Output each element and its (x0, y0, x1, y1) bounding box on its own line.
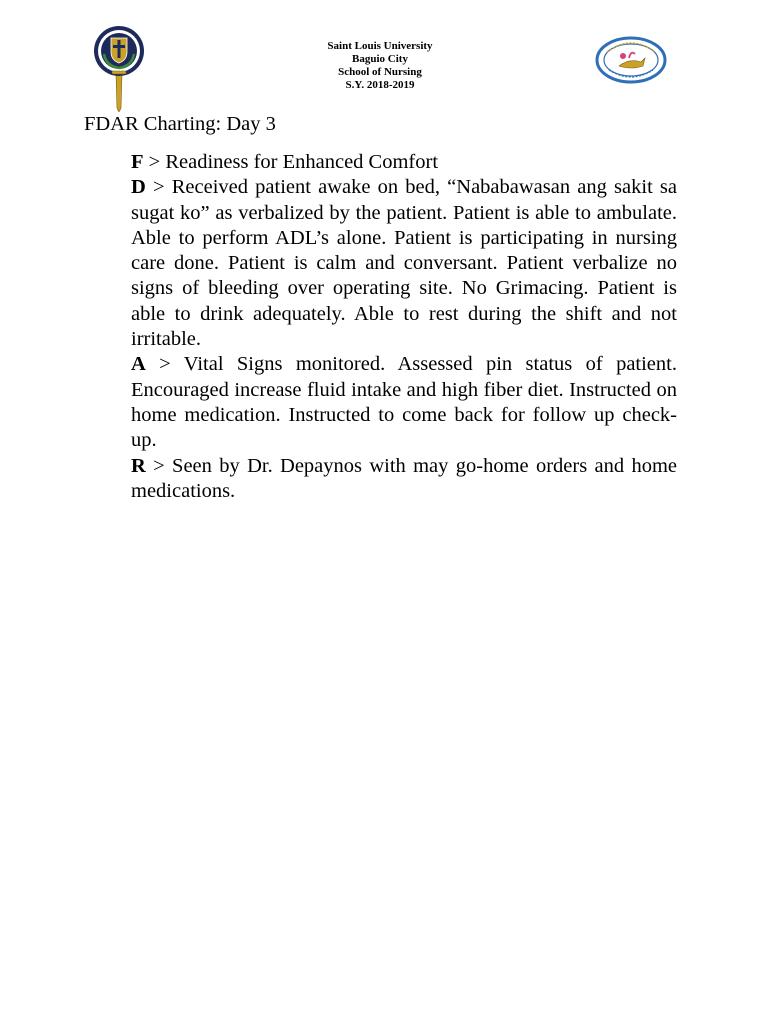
entry-separator: > (143, 151, 166, 173)
entry-letter: F (131, 151, 144, 173)
entry-separator: > (145, 353, 184, 376)
entry-action (131, 352, 677, 453)
entry-data (131, 175, 677, 352)
entry-letter: R (131, 454, 146, 477)
city-name: Baguio City (352, 53, 408, 65)
page-title: FDAR Charting: Day 3 (84, 113, 276, 135)
university-seal-icon (92, 24, 146, 112)
fdar-entries (131, 150, 677, 504)
nursing-school-seal-icon (595, 36, 667, 84)
entry-focus (131, 150, 677, 175)
entry-text: Received patient awake on bed, “Nababawasan ang sakit sa sugat ko” as verbalized by the patient. Patient is able to ambulate. Able to perform ADL’s alone. Patient is participating in nursing care done. Patient is calm and conversant. Patient verbalize no signs of bleeding over operating site. No Grimacing. Patient is able to drink adequately. Able to rest during the shift and not irritable. (131, 176, 678, 351)
entry-text: Vital Signs monitored. Assessed pin status of patient. Encouraged increase fluid intake and high fiber diet. Instructed on home medication. Instructed to come back for follow up check-up. (131, 353, 677, 452)
entry-letter: A (131, 353, 146, 376)
school-name: School of Nursing (338, 66, 422, 78)
entry-response (131, 454, 677, 505)
entry-text: Seen by Dr. Depaynos with may go-home orders and home medications. (131, 454, 677, 502)
university-name: Saint Louis University (327, 40, 433, 52)
entry-text: Readiness for Enhanced Comfort (165, 151, 439, 173)
entry-separator: > (145, 454, 173, 477)
school-year: S.Y. 2018-2019 (345, 79, 415, 91)
institution-header (230, 40, 530, 92)
entry-separator: > (145, 176, 172, 199)
entry-letter: D (131, 176, 146, 199)
